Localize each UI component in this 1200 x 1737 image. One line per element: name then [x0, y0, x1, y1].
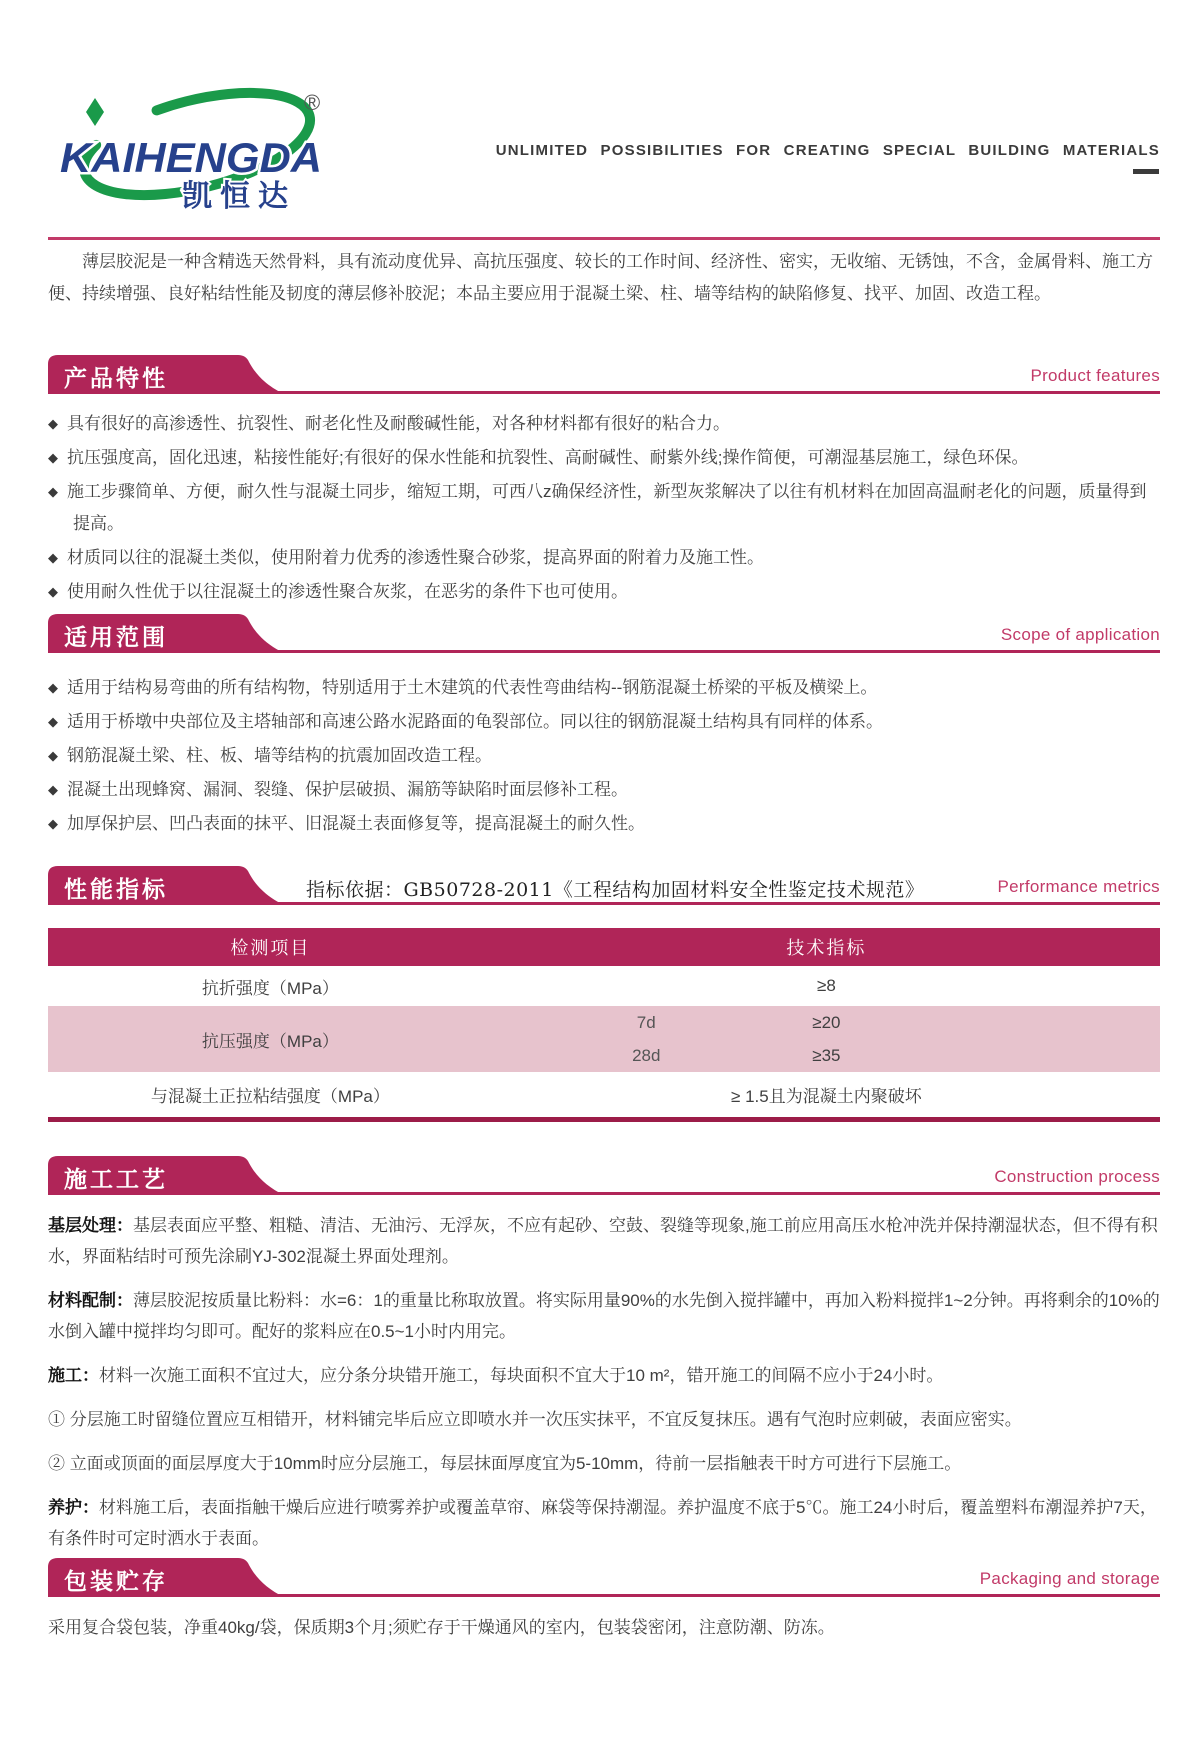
section-title-en-features: Product features: [1030, 366, 1160, 385]
section-header-features: [48, 355, 1160, 394]
paragraph-text: 基层表面应平整、粗糙、清洁、无油污、无浮灰，不应有起砂、空鼓、裂缝等现象,施工前应用高压水枪冲洗并保持潮湿状态，但不得有积水，界面粘结时可预先涂刷YJ-302混凝土界面处理剂。: [48, 1216, 1158, 1266]
tagline-underline-dash: [1133, 169, 1159, 174]
section-title-scope: 适用范围: [64, 624, 168, 650]
process-step: [48, 1448, 1160, 1479]
packaging-text: 采用复合袋包装，净重40kg/袋，保质期3个月;须贮存于干燥通风的室内，包装袋密闭，注意防潮、防冻。: [48, 1618, 835, 1637]
feature-item-text: 施工步骤简单、方便，耐久性与混凝土同步，缩短工期，可西八z确保经济性，新型灰浆解决了以往有机材料在加固高温耐老化的问题，质量得到提高。: [67, 482, 1147, 533]
diamond-bullet-icon: ◆: [48, 550, 58, 565]
paragraph-text: ① 分层施工时留缝位置应互相错开，材料铺完毕后应立即喷水并一次压实抹平，不宜反复抹压。遇有气泡时应刺破，表面应密实。: [48, 1410, 1022, 1429]
feature-item-text: 材质同以往的混凝土类似，使用附着力优秀的渗透性聚合砂浆，提高界面的附着力及施工性。: [67, 548, 764, 567]
paragraph-text: 材料施工后，表面指触干燥后应进行喷雾养护或覆盖草帘、麻袋等保持潮湿。养护温度不底于5℃。施工24小时后，覆盖塑料布潮湿养护7天，有条件时可定时洒水于表面。: [48, 1498, 1157, 1548]
scope-item-text: 加厚保护层、凹凸表面的抹平、旧混凝土表面修复等，提高混凝土的耐久性。: [67, 814, 645, 833]
logo-sparkle-icon: [86, 98, 104, 126]
row-label: 与混凝土正拉粘结强度（MPa）: [150, 1087, 390, 1106]
section-title-en-packaging: Packaging and storage: [979, 1569, 1160, 1588]
process-body: [48, 1210, 1160, 1567]
process-paragraph: [48, 1360, 1160, 1391]
subrow-age: 7d: [636, 1012, 656, 1032]
process-paragraph: [48, 1285, 1160, 1347]
diamond-bullet-icon: ◆: [48, 450, 58, 465]
company-tagline: UNLIMITED POSSIBILITIES FOR CREATING SPECIAL BUILDING MATERIALS: [495, 142, 1160, 159]
table-row: [48, 1072, 1160, 1117]
table-header-row: [48, 928, 1160, 966]
feature-item: [48, 476, 1160, 540]
section-header-scope: [48, 614, 1160, 653]
row-subtable: [493, 1006, 1160, 1072]
diamond-bullet-icon: ◆: [48, 680, 58, 695]
process-paragraph: [48, 1492, 1160, 1554]
paragraph-label: 材料配制：: [48, 1291, 133, 1310]
subrow-age: 28d: [632, 1045, 661, 1065]
subrow-value: ≥35: [812, 1045, 841, 1065]
table-header-spec: 技术指标: [786, 938, 867, 958]
section-title-en-metrics: Performance metrics: [997, 877, 1160, 896]
section-title-process: 施工工艺: [64, 1166, 168, 1192]
scope-item: [48, 706, 1160, 738]
feature-item-text: 抗压强度高，固化迅速，粘接性能好;有很好的保水性能和抗裂性、高耐碱性、耐紫外线;操作简便，可潮湿基层施工，绿色环保。: [67, 448, 1029, 467]
scope-item-text: 钢筋混凝土梁、柱、板、墙等结构的抗震加固改造工程。: [67, 746, 492, 765]
header-divider: [48, 237, 1160, 240]
table-header-item: 检测项目: [230, 938, 311, 958]
feature-item-text: 使用耐久性优于以往混凝土的渗透性聚合灰浆，在恶劣的条件下也可使用。: [67, 582, 628, 601]
logo-swoosh-icon: [52, 82, 352, 217]
section-header-packaging: [48, 1558, 1160, 1597]
row-label: 抗折强度（MPa）: [201, 978, 339, 998]
table-row: [48, 1006, 1160, 1072]
scope-item: [48, 774, 1160, 806]
diamond-bullet-icon: ◆: [48, 748, 58, 763]
feature-item: [48, 408, 1160, 440]
scope-item: [48, 672, 1160, 704]
paragraph-text: 材料一次施工面积不宜过大，应分条分块错开施工，每块面积不宜大于10 m²，错开施工的间隔不应小于24小时。: [99, 1366, 944, 1385]
logo-brand-cn-text: 凯恒达: [182, 180, 296, 213]
feature-item: [48, 576, 1160, 608]
section-title-en-process: Construction process: [994, 1167, 1160, 1186]
section-title-packaging: 包装贮存: [64, 1568, 168, 1594]
scope-item-text: 适用于桥墩中央部位及主塔轴部和高速公路水泥路面的龟裂部位。同以往的钢筋混凝土结构具有同样的体系。: [67, 712, 883, 731]
process-paragraph: [48, 1210, 1160, 1272]
table-subrow: [493, 1039, 1160, 1072]
product-intro: 薄层胶泥是一种含精选天然骨料，具有流动度优异、高抗压强度、较长的工作时间、经济性、密实，无收缩、无锈蚀，不含，金属骨料、施工方便、持续增强、良好粘结性能及韧度的薄层修补胶泥；本品主要应用于混凝土梁、柱、墙等结构的缺陷修复、找平、加固、改造工程。: [48, 252, 1153, 303]
section-header-process: [48, 1156, 1160, 1195]
brand-logo: [52, 82, 352, 217]
section-title-en-scope: Scope of application: [1000, 625, 1160, 644]
feature-item-text: 具有很好的高渗透性、抗裂性、耐老化性及耐酸碱性能，对各种材料都有很好的粘合力。: [67, 414, 730, 433]
paragraph-label: 养护：: [48, 1498, 99, 1517]
section-title-features: 产品特性: [64, 365, 168, 391]
scope-item: [48, 808, 1160, 840]
paragraph-text: ② 立面或顶面的面层厚度大于10mm时应分层施工，每层抹面厚度宜为5-10mm，待前一层指触表干时方可进行下层施工。: [48, 1454, 962, 1473]
diamond-bullet-icon: ◆: [48, 484, 58, 499]
scope-list: [48, 672, 1160, 842]
metrics-table: [48, 928, 1160, 1122]
paragraph-text: 薄层胶泥按质量比粉料：水=6：1的重量比称取放置。将实际用量90%的水先倒入搅拌罐中，再加入粉料搅拌1~2分钟。再将剩余的10%的水倒入罐中搅拌均匀即可。配好的浆料应在0.5~1小时内用完。: [48, 1291, 1160, 1341]
registered-mark-icon: ®: [304, 90, 321, 115]
section-title-metrics: 性能指标: [64, 876, 168, 902]
row-label: 抗压强度（MPa）: [201, 1031, 339, 1051]
row-value: ≥8: [816, 976, 836, 995]
logo-brand-text: KAIHENGDA: [60, 134, 322, 181]
scope-item-text: 混凝土出现蜂窝、漏洞、裂缝、保护层破损、漏筋等缺陷时面层修补工程。: [67, 780, 628, 799]
table-row: [48, 966, 1160, 1006]
diamond-bullet-icon: ◆: [48, 816, 58, 831]
diamond-bullet-icon: ◆: [48, 714, 58, 729]
metrics-standard-note: 指标依据：GB50728-2011《工程结构加固材料安全性鉴定技术规范》: [306, 879, 925, 901]
paragraph-label: 基层处理：: [48, 1216, 133, 1235]
diamond-bullet-icon: ◆: [48, 782, 58, 797]
subrow-value: ≥20: [812, 1012, 841, 1032]
feature-item: [48, 442, 1160, 474]
paragraph-label: 施工：: [48, 1366, 99, 1385]
scope-item-text: 适用于结构易弯曲的所有结构物，特别适用于土木建筑的代表性弯曲结构--钢筋混凝土桥梁的平板及横梁上。: [67, 678, 878, 697]
table-subrow: [493, 1006, 1160, 1039]
row-value: ≥ 1.5且为混凝土内聚破坏: [731, 1087, 922, 1106]
feature-item: [48, 542, 1160, 574]
features-list: [48, 408, 1160, 610]
diamond-bullet-icon: ◆: [48, 416, 58, 431]
section-header-metrics: [48, 866, 1160, 905]
diamond-bullet-icon: ◆: [48, 584, 58, 599]
scope-item: [48, 740, 1160, 772]
process-step: [48, 1404, 1160, 1435]
